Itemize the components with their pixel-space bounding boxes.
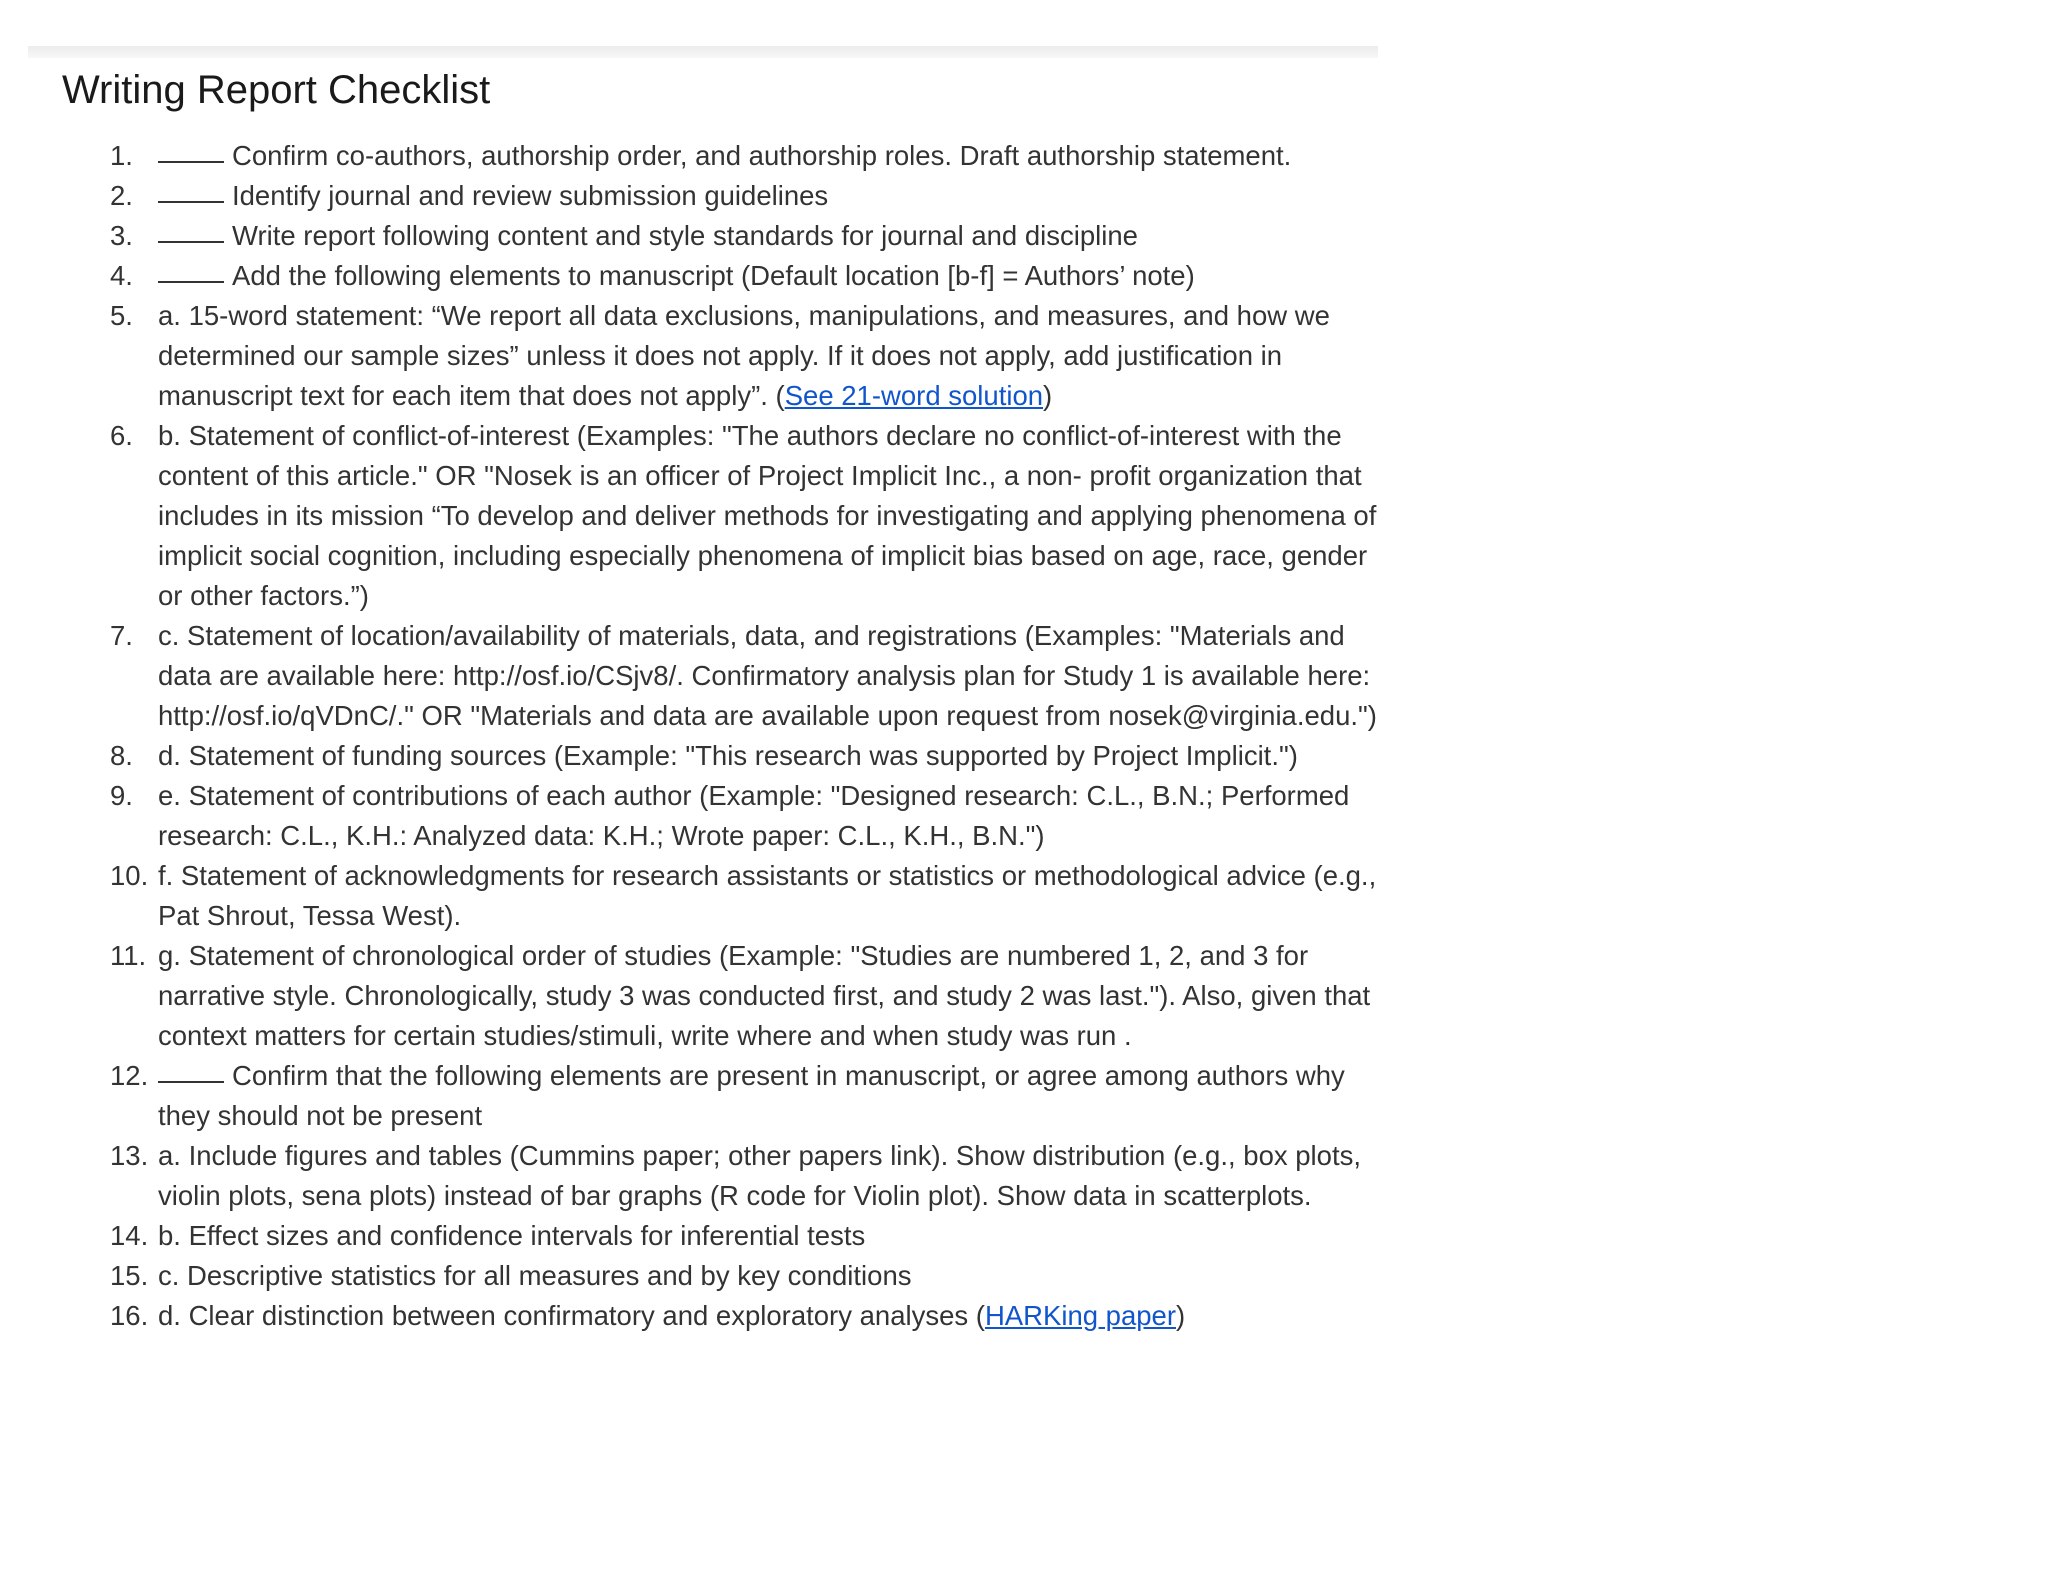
item-text: b. Effect sizes and confidence intervals for inferential tests bbox=[158, 1220, 866, 1251]
item-text: Identify journal and review submission guidelines bbox=[232, 180, 829, 211]
checkbox-blank-line bbox=[158, 1081, 224, 1083]
item-number: 12. bbox=[110, 1060, 149, 1091]
checkbox-blank-line bbox=[158, 241, 224, 243]
checkbox-blank-line bbox=[158, 201, 224, 203]
item-text: Confirm that the following elements are present in manuscript, or agree among authors why they should not be present bbox=[158, 1060, 1345, 1131]
item-text: g. Statement of chronological order of studies (Example: "Studies are numbered 1, 2, and 3 for narrative style. Chronologically, study 3 was conducted first, and study 2 was last."). Also, given that context matters for certain studies/stimuli, write where and when study was run . bbox=[158, 940, 1371, 1051]
item-text: Confirm co-authors, authorship order, and authorship roles. Draft authorship statement. bbox=[232, 140, 1292, 171]
item-text-suffix: ) bbox=[1043, 380, 1053, 411]
item-text: d. Statement of funding sources (Example: "This research was supported by Project Implicit.") bbox=[158, 740, 1298, 771]
checklist-item bbox=[62, 1056, 1388, 1136]
checklist-item bbox=[62, 1136, 1388, 1216]
checklist-item bbox=[62, 176, 1388, 216]
checklist-item bbox=[62, 256, 1388, 296]
checklist-item bbox=[62, 736, 1388, 776]
checklist-item bbox=[62, 1296, 1388, 1336]
item-number: 2. bbox=[110, 180, 133, 211]
checkbox-blank-line bbox=[158, 281, 224, 283]
item-text: Add the following elements to manuscript (Default location [b-f] = Authors’ note) bbox=[232, 260, 1195, 291]
item-text: Write report following content and style standards for journal and discipline bbox=[232, 220, 1138, 251]
item-text: d. Clear distinction between confirmatory and exploratory analyses ( bbox=[158, 1300, 985, 1331]
checklist-item bbox=[62, 856, 1388, 936]
item-text-suffix: ) bbox=[1176, 1300, 1186, 1331]
item-number: 4. bbox=[110, 260, 133, 291]
item-number: 3. bbox=[110, 220, 133, 251]
item-text: a. Include figures and tables (Cummins paper; other papers link). Show distribution (e.g., box plots, violin plots, sena plots) instead of bar graphs (R code for Violin plot). Show data in scatterplots. bbox=[158, 1140, 1361, 1211]
item-number: 14. bbox=[110, 1220, 149, 1251]
document-page bbox=[62, 62, 1377, 1336]
item-number: 13. bbox=[110, 1140, 149, 1171]
item-number: 7. bbox=[110, 620, 133, 651]
checklist-item bbox=[62, 416, 1388, 616]
item-number: 15. bbox=[110, 1260, 149, 1291]
item-number: 11. bbox=[110, 940, 147, 971]
checklist-item bbox=[62, 776, 1388, 856]
item-number: 16. bbox=[110, 1300, 149, 1331]
item-text: c. Statement of location/availability of materials, data, and registrations (Examples: "Materials and data are available here: http://osf.io/CSjv8/. Confirmatory analysis plan for Study 1 is available here: http://osf.io/qVDnC/." OR "Materials and data are available upon request from nosek@virginia.edu.") bbox=[158, 620, 1377, 731]
item-text: c. Descriptive statistics for all measures and by key conditions bbox=[158, 1260, 912, 1291]
checklist-item bbox=[62, 136, 1388, 176]
checklist bbox=[62, 136, 1377, 1336]
item-text: b. Statement of conflict-of-interest (Examples: "The authors declare no conflict-of-interest with the content of this article." OR "Nosek is an officer of Project Implicit Inc., a non- profit organization that includes in its mission “To develop and deliver methods for investigating and applying phenomena of implicit social cognition, including especially phenomena of implicit bias based on age, race, gender or other factors.”) bbox=[158, 420, 1377, 611]
item-link[interactable]: HARKing paper bbox=[984, 1300, 1177, 1331]
page-title: Writing Report Checklist bbox=[62, 68, 491, 112]
document-top-edge bbox=[28, 46, 1378, 58]
item-link[interactable]: See 21-word solution bbox=[784, 380, 1044, 411]
checklist-item bbox=[62, 1256, 1388, 1296]
checklist-item bbox=[62, 1216, 1388, 1256]
checklist-item bbox=[62, 936, 1388, 1056]
item-number: 6. bbox=[110, 420, 133, 451]
item-number: 10. bbox=[110, 860, 149, 891]
item-number: 9. bbox=[110, 780, 133, 811]
item-text: e. Statement of contributions of each author (Example: "Designed research: C.L., B.N.; Performed research: C.L., K.H.: Analyzed data: K.H.; Wrote paper: C.L., K.H., B.N.") bbox=[158, 780, 1350, 851]
item-number: 1. bbox=[110, 140, 133, 171]
checkbox-blank-line bbox=[158, 161, 224, 163]
checklist-item bbox=[62, 616, 1388, 736]
item-text: f. Statement of acknowledgments for research assistants or statistics or methodological advice (e.g., Pat Shrout, Tessa West). bbox=[158, 860, 1377, 931]
item-number: 8. bbox=[110, 740, 133, 771]
item-text: a. 15-word statement: “We report all data exclusions, manipulations, and measures, and how we determined our sample sizes” unless it does not apply. If it does not apply, add justification in manuscript text for each item that does not apply”. ( bbox=[158, 300, 1330, 411]
checklist-item bbox=[62, 296, 1388, 416]
item-number: 5. bbox=[110, 300, 133, 331]
checklist-item bbox=[62, 216, 1388, 256]
